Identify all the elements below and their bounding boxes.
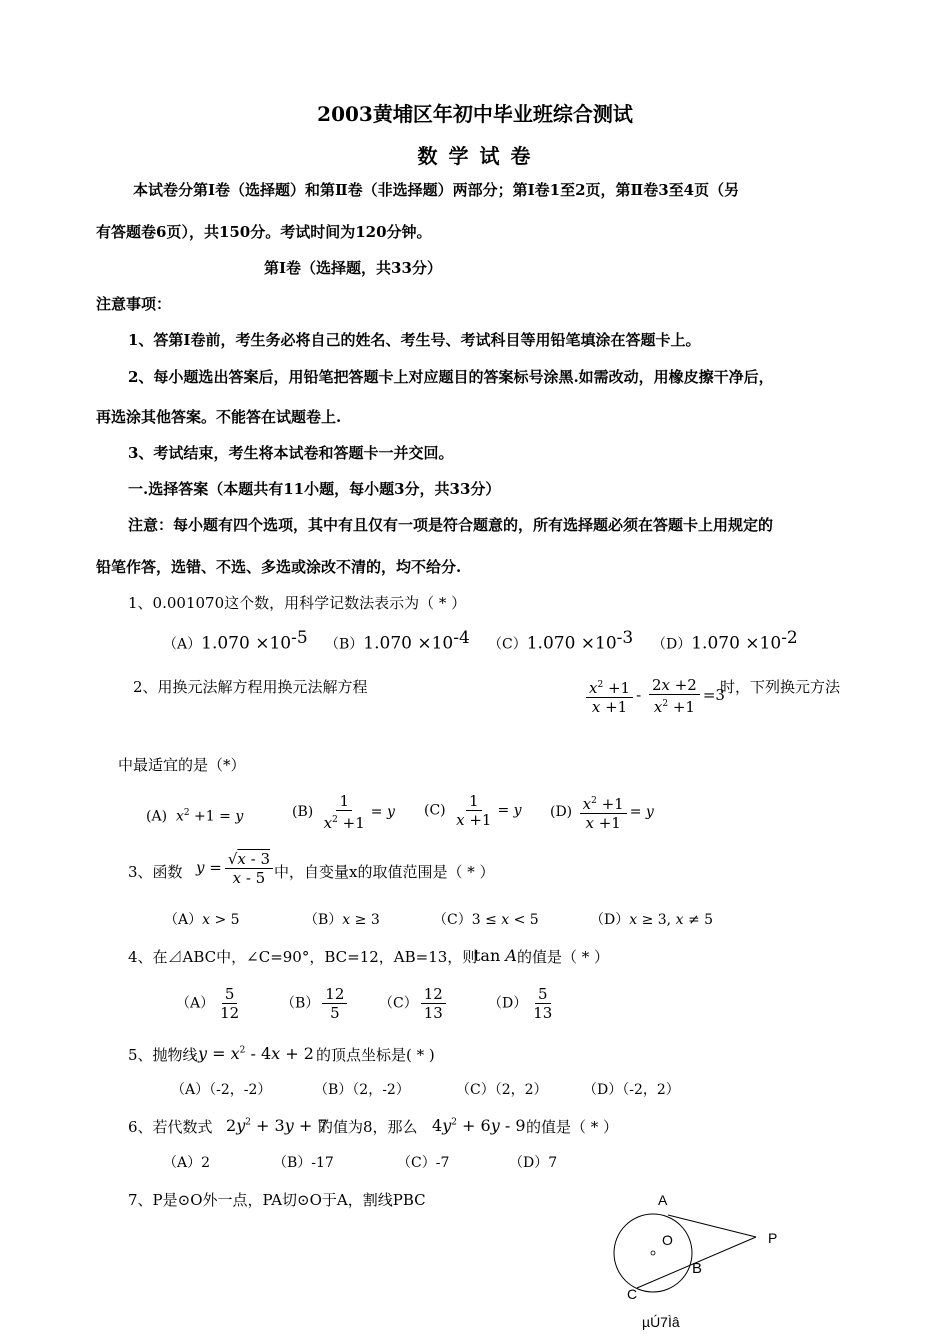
note-2b: 再选涂其他答案。不能答在试题卷上. (96, 408, 342, 426)
q2-option-b: (B) $\frac{1}{x^2 +1}$ = y (292, 792, 395, 832)
q4-stem: 4、在⊿ABC中，∠C=90°，BC=12，AB=13，则 (128, 948, 478, 966)
q3-option-b: （B）x ≥ 3 (304, 912, 380, 928)
intro-line-1: 本试卷分第Ⅰ卷（选择题）和第Ⅱ卷（非选择题）两部分；第Ⅰ卷1至2页，第Ⅱ卷3至4页（另 (133, 181, 740, 199)
q5-stem: 5、抛物线 (128, 1046, 198, 1064)
q3-function: y = $\frac{√x - 3}{x - 5}$ (196, 850, 276, 887)
q2-stem: 2、用换元法解方程用换元法解方程 (133, 678, 368, 696)
label-b: B (692, 1260, 703, 1277)
q3-stem-post: 中，自变量x的取值范围是（ * ） (274, 863, 495, 881)
label-c: C (627, 1286, 638, 1302)
q5-option-d: （D）（-2，2） (583, 1082, 680, 1098)
q7-stem: 7、P是⊙O外一点，PA切⊙O于A，割线PBC (128, 1191, 426, 1209)
q4-option-d: （D） $\frac{5}{13}$ (488, 985, 553, 1022)
q3-option-d: （D）x ≥ 3, x ≠ 5 (590, 912, 714, 928)
q5-option-a: （A）（-2，-2） (171, 1082, 272, 1098)
notes-title: 注意事项： (96, 295, 172, 313)
attention-line-1: 注意：每小题有四个选项，其中有且仅有一项是符合题意的，所有选择题必须在答题卡上用规定的 (128, 516, 774, 534)
q1-option-c: $(C)1.070 \times 10^{-3}$ (488, 628, 634, 654)
q2-option-d: (D) $\frac{x^2 +1}{x +1}$ = y (550, 792, 654, 832)
note-1: 1、答第Ⅰ卷前，考生务必将自己的姓名、考生号、考试科目等用铅笔填涂在答题卡上。 (128, 331, 701, 349)
q4-stem-post: 的值是（ * ） (517, 948, 610, 966)
q1-stem: 1、0.001070这个数，用科学记数法表示为（ * ） (128, 594, 467, 612)
q2-stem-tail: 时，下列换元方法 (720, 678, 841, 696)
circle-o (614, 1214, 692, 1292)
q7-figure (600, 1185, 800, 1340)
q6-option-b: （B）-17 (273, 1155, 334, 1171)
note-2a: 2、每小题选出答案后，用铅笔把答题卡上对应题目的答案标号涂黑.如需改动，用橡皮擦干净后， (128, 368, 774, 386)
q4-option-b: （B） $\frac{12}{5}$ (281, 985, 350, 1022)
q1-option-d: $(D)1.070 \times 10^{-2}$ (652, 628, 798, 654)
q2-equation: $\frac{x^2 +1}{x +1}$ - $\frac{2x +2}{x^2 +1}$ =3 (583, 676, 725, 716)
page-title: 2003黄埔区年初中毕业班综合测试 (317, 102, 633, 126)
q1-option-b: $(B)1.070 \times 10^{-4}$ (325, 628, 470, 654)
note-3: 3、考试结束，考生将本试卷和答题卡一并交回。 (128, 444, 454, 462)
center-o (651, 1251, 655, 1255)
q5-stem-post: 的顶点坐标是( * ) (316, 1046, 435, 1064)
q2-stem-cont: 中最适宜的是（*） (118, 756, 246, 774)
q6-option-d: （D）7 (509, 1155, 558, 1171)
q6-option-c: （C）-7 (397, 1155, 450, 1171)
q6-stem: 6、若代数式 (128, 1118, 213, 1136)
q2-option-c: (C) $\frac{1}{x +1}$ = y (424, 792, 522, 829)
q5-equation: $y = x^2 - 4x + 2$ (198, 1044, 314, 1063)
q6-option-a: （A）2 (163, 1155, 211, 1171)
q6-expr-1: $2y^2 + 3y + 7$ (226, 1116, 328, 1135)
label-p: P (768, 1230, 778, 1246)
q1-option-a: $(A)1.070 \times 10^{-5}$ (163, 628, 308, 654)
attention-line-2: 铅笔作答，选错、不选、多选或涂改不清的，均不给分. (96, 558, 462, 576)
page-subtitle: 数 学 试 卷 (417, 144, 533, 168)
q6-stem-mid: 的值为8，那么 (318, 1118, 418, 1136)
q3-option-c: （C）3 ≤ x < 5 (433, 912, 539, 928)
q5-option-b: （B）（2，-2） (314, 1082, 410, 1098)
label-o: O (662, 1232, 673, 1248)
q6-stem-post: 的值是（ * ） (526, 1118, 619, 1136)
q5-option-c: （C）（2，2） (456, 1082, 548, 1098)
figure-caption: µÚ7Ìâ (642, 1314, 680, 1330)
label-a: A (658, 1192, 668, 1208)
intro-line-2: 有答题卷6页），共150分。考试时间为120分钟。 (96, 223, 432, 241)
q3-stem: 3、函数 (128, 863, 183, 881)
section-heading: 第Ⅰ卷（选择题，共33分） (264, 259, 442, 277)
q3-option-a: （A）x > 5 (164, 912, 240, 928)
q6-expr-2: $4y^2 + 6y - 9$ (432, 1116, 526, 1135)
q4-option-c: （C） $\frac{12}{13}$ (379, 985, 449, 1022)
q2-option-a: (A) $x^2 +1 = y$ (146, 808, 244, 825)
q4-option-a: （A） $\frac{5}{12}$ (176, 985, 240, 1022)
q4-tanA: tan A (474, 946, 517, 965)
part-heading: 一.选择答案（本题共有11小题，每小题3分，共33分） (128, 480, 501, 498)
